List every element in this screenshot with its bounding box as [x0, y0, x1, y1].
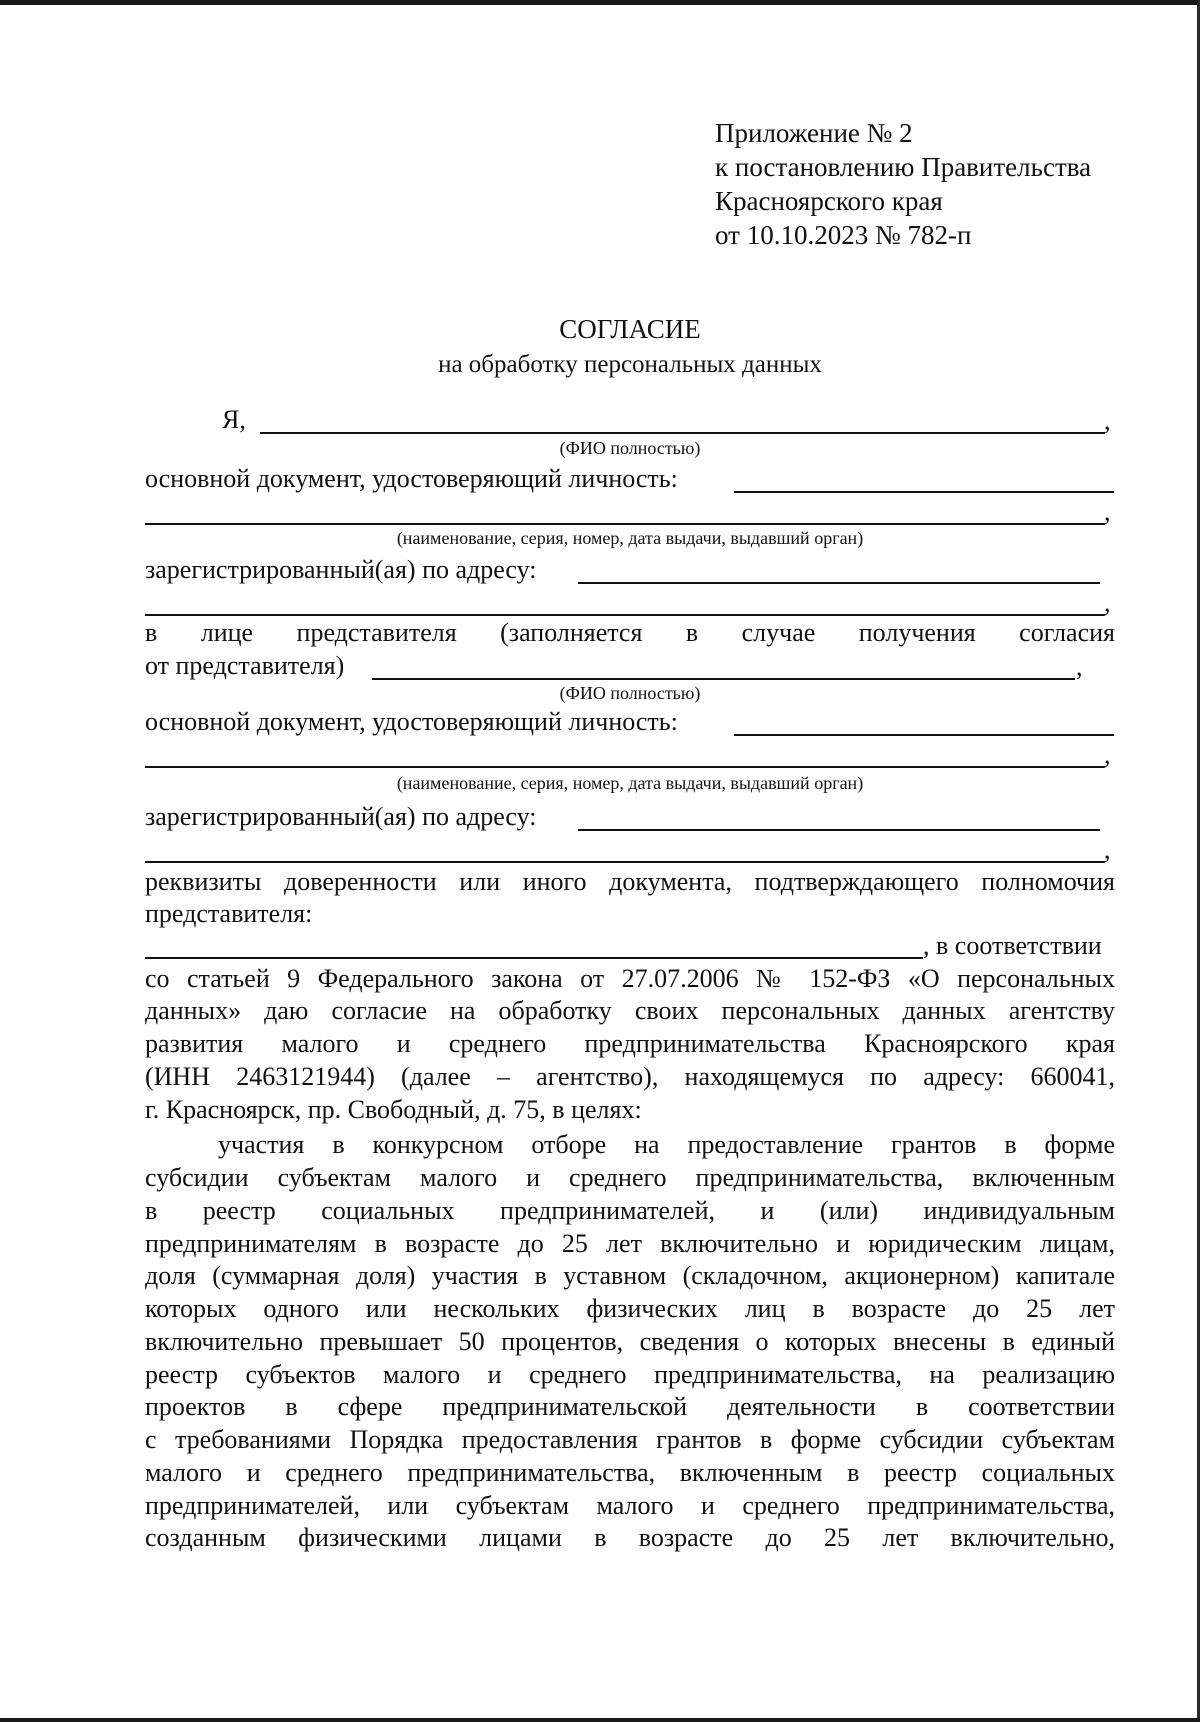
- id-doc-field-1[interactable]: [734, 491, 1114, 493]
- representative-id-doc-field-1[interactable]: [734, 734, 1114, 736]
- body-line: реестр субъектов малого и среднего предпринимательства, на реализацию: [145, 1360, 1115, 1389]
- body-line: доля (суммарная доля) участия в уставном (складочном, акционерном) капитале: [145, 1261, 1115, 1290]
- id-doc-comma: ,: [1104, 497, 1111, 526]
- body-line: данных» даю согласие на обработку своих персональных данных агентству: [145, 996, 1115, 1025]
- body-line: предпринимателей, или субъектам малого и среднего предпринимательства,: [145, 1491, 1115, 1520]
- representative-fio-field[interactable]: [372, 678, 1075, 680]
- body-line: (ИНН 2463121944) (далее – агентство), находящемуся по адресу: 660041,: [145, 1062, 1115, 1091]
- representative-id-doc-field-2[interactable]: [145, 766, 1105, 768]
- fio-comma: ,: [1104, 406, 1111, 435]
- body-line: участия в конкурсном отборе на предоставление грантов в форме: [218, 1130, 1115, 1159]
- body-line: с требованиями Порядка предоставления грантов в форме субсидии субъектам: [145, 1425, 1115, 1454]
- body-line: в реестр социальных предпринимателей, и (или) индивидуальным: [145, 1196, 1115, 1225]
- representative-id-doc-comma: ,: [1104, 740, 1111, 769]
- body-line: г. Красноярск, пр. Свободный, д. 75, в целях:: [145, 1095, 642, 1124]
- representative-id-doc-hint: (наименование, серия, номер, дата выдачи, выдавший орган): [396, 773, 864, 793]
- body-line: малого и среднего предпринимательства, включенным в реестр социальных: [145, 1458, 1115, 1487]
- representative-address-comma: ,: [1104, 835, 1111, 864]
- appendix-block: [715, 116, 1091, 252]
- appendix-line-2: к постановлению Правительства: [715, 152, 1092, 182]
- poa-line-1: реквизиты доверенности или иного документа, подтверждающего полномочия: [145, 867, 1115, 896]
- id-doc-hint: (наименование, серия, номер, дата выдачи, выдавший орган): [396, 528, 864, 548]
- representative-address-label: зарегистрированный(ая) по адресу:: [145, 802, 537, 831]
- representative-address-field-1[interactable]: [578, 829, 1100, 831]
- appendix-line-3: Красноярского края: [715, 186, 943, 216]
- id-doc-field-2[interactable]: [145, 523, 1105, 525]
- body-line: предпринимателям в возрасте до 25 лет включительно и юридическим лицам,: [145, 1229, 1115, 1258]
- body-line: развития малого и среднего предпринимательства Красноярского края: [145, 1029, 1115, 1058]
- fio-field[interactable]: [260, 432, 1105, 434]
- body-line: субсидии субъектам малого и среднего предпринимательства, включенным: [145, 1163, 1115, 1192]
- representative-line-2: от представителя): [145, 651, 345, 680]
- body-line: включительно превышает 50 процентов, сведения о которых внесены в единый: [145, 1327, 1115, 1356]
- address-field-2[interactable]: [145, 614, 1105, 616]
- document-title: СОГЛАСИЕ: [559, 314, 701, 344]
- address-field-1[interactable]: [578, 582, 1100, 584]
- i-label: Я,: [222, 405, 246, 434]
- poa-line-2: представителя:: [145, 899, 313, 928]
- address-label: зарегистрированный(ая) по адресу:: [145, 555, 537, 584]
- accordance-text: , в соответствии: [923, 931, 1102, 960]
- body-line: которых одного или нескольких физических лиц в возрасте до 25 лет: [145, 1294, 1115, 1323]
- representative-fio-comma: ,: [1076, 652, 1083, 681]
- address-comma: ,: [1104, 588, 1111, 617]
- body-line: созданным физическими лицами в возрасте до 25 лет включительно,: [145, 1523, 1115, 1552]
- body-line: со статьей 9 Федерального закона от 27.07.2006 № 152-ФЗ «О персональных: [145, 964, 1115, 993]
- body-line: проектов в сфере предпринимательской деятельности в соответствии: [145, 1392, 1115, 1421]
- representative-fio-hint: (ФИО полностью): [559, 683, 701, 703]
- scan-border-top: [0, 0, 1200, 5]
- id-doc-label: основной документ, удостоверяющий личность:: [145, 464, 678, 493]
- poa-field[interactable]: [145, 957, 923, 959]
- representative-address-field-2[interactable]: [145, 861, 1105, 863]
- scan-border-bottom: [0, 1718, 1200, 1722]
- representative-line-1: в лице представителя (заполняется в случае получения согласия: [145, 618, 1115, 647]
- appendix-line-1: Приложение № 2: [715, 118, 913, 148]
- fio-hint: (ФИО полностью): [559, 438, 701, 458]
- document-subtitle: на обработку персональных данных: [438, 351, 822, 378]
- appendix-line-4: от 10.10.2023 № 782-п: [715, 220, 972, 250]
- representative-id-doc-label: основной документ, удостоверяющий личность:: [145, 707, 678, 736]
